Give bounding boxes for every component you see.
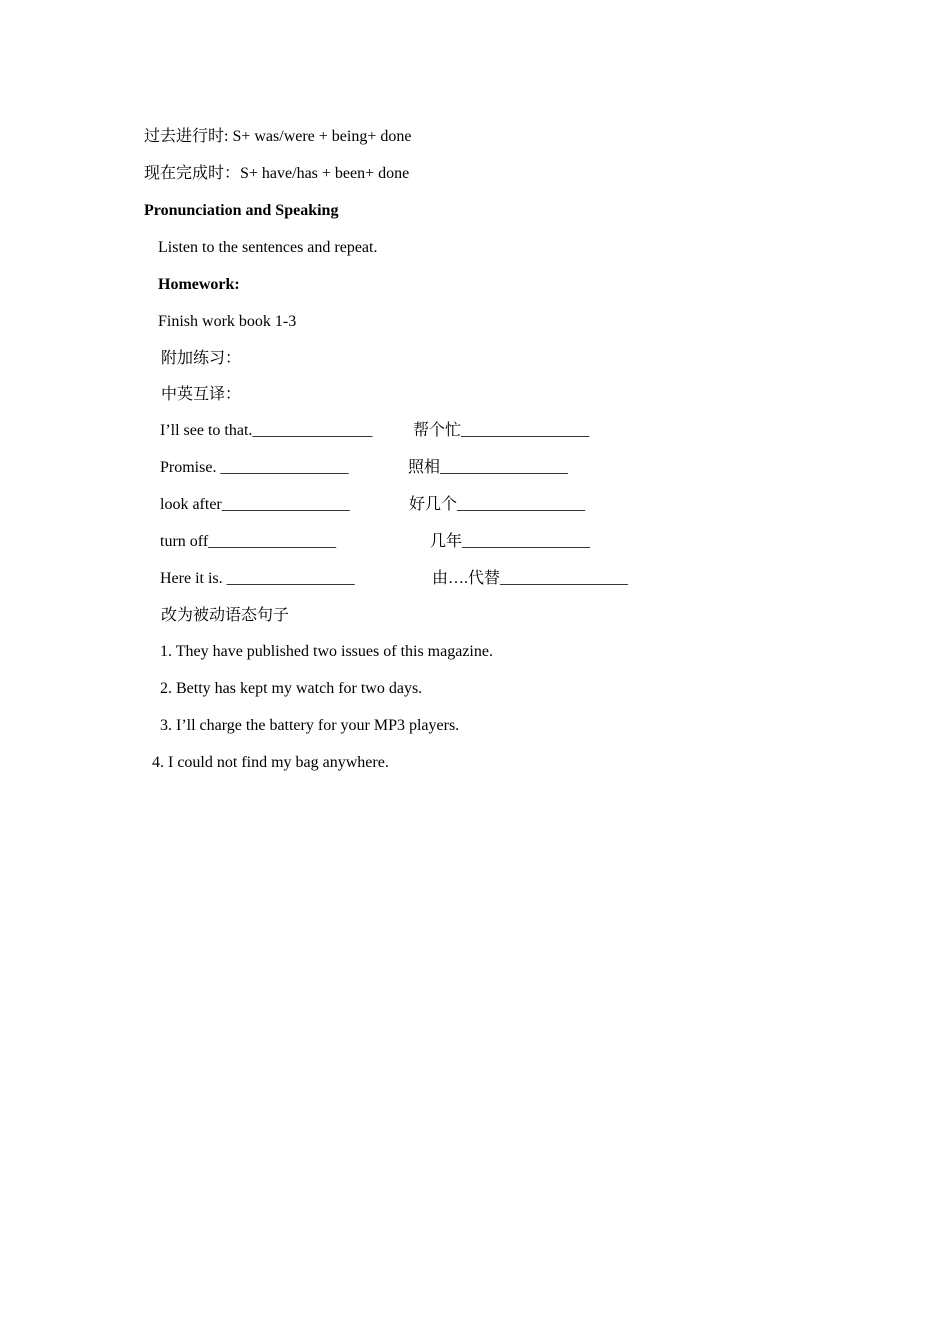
translation-right-5: 由….代替________________ (432, 570, 629, 587)
translation-left-4: turn off________________ (160, 533, 337, 550)
passive-item-1: 1. They have published two issues of this magazine. (160, 643, 493, 660)
translation-heading: 中英互译： (161, 386, 242, 403)
translation-right-3: 好几个________________ (409, 496, 586, 513)
passive-voice-heading: 改为被动语态句子 (161, 607, 290, 624)
homework-heading: Homework: (158, 276, 240, 293)
homework-task: Finish work book 1-3 (158, 313, 297, 330)
extra-practice-heading: 附加练习： (161, 350, 242, 367)
present-perfect-rule: 现在完成时：S+ have/has + been+ done (144, 165, 410, 182)
translation-left-2: Promise. ________________ (160, 459, 349, 476)
passive-item-4: 4. I could not find my bag anywhere. (152, 754, 389, 771)
translation-right-1: 帮个忙________________ (413, 422, 590, 439)
translation-left-3: look after________________ (160, 496, 350, 513)
passive-item-3: 3. I’ll charge the battery for your MP3 players. (160, 717, 460, 734)
pronunciation-heading: Pronunciation and Speaking (144, 202, 339, 219)
translation-right-4: 几年________________ (430, 533, 591, 550)
translation-left-5: Here it is. ________________ (160, 570, 355, 587)
translation-left-1: I’ll see to that._______________ (160, 422, 373, 439)
passive-item-2: 2. Betty has kept my watch for two days. (160, 680, 423, 697)
translation-right-2: 照相________________ (408, 459, 569, 476)
past-progressive-rule: 过去进行时: S+ was/were + being+ done (144, 128, 412, 145)
pronunciation-instruction: Listen to the sentences and repeat. (158, 239, 378, 256)
